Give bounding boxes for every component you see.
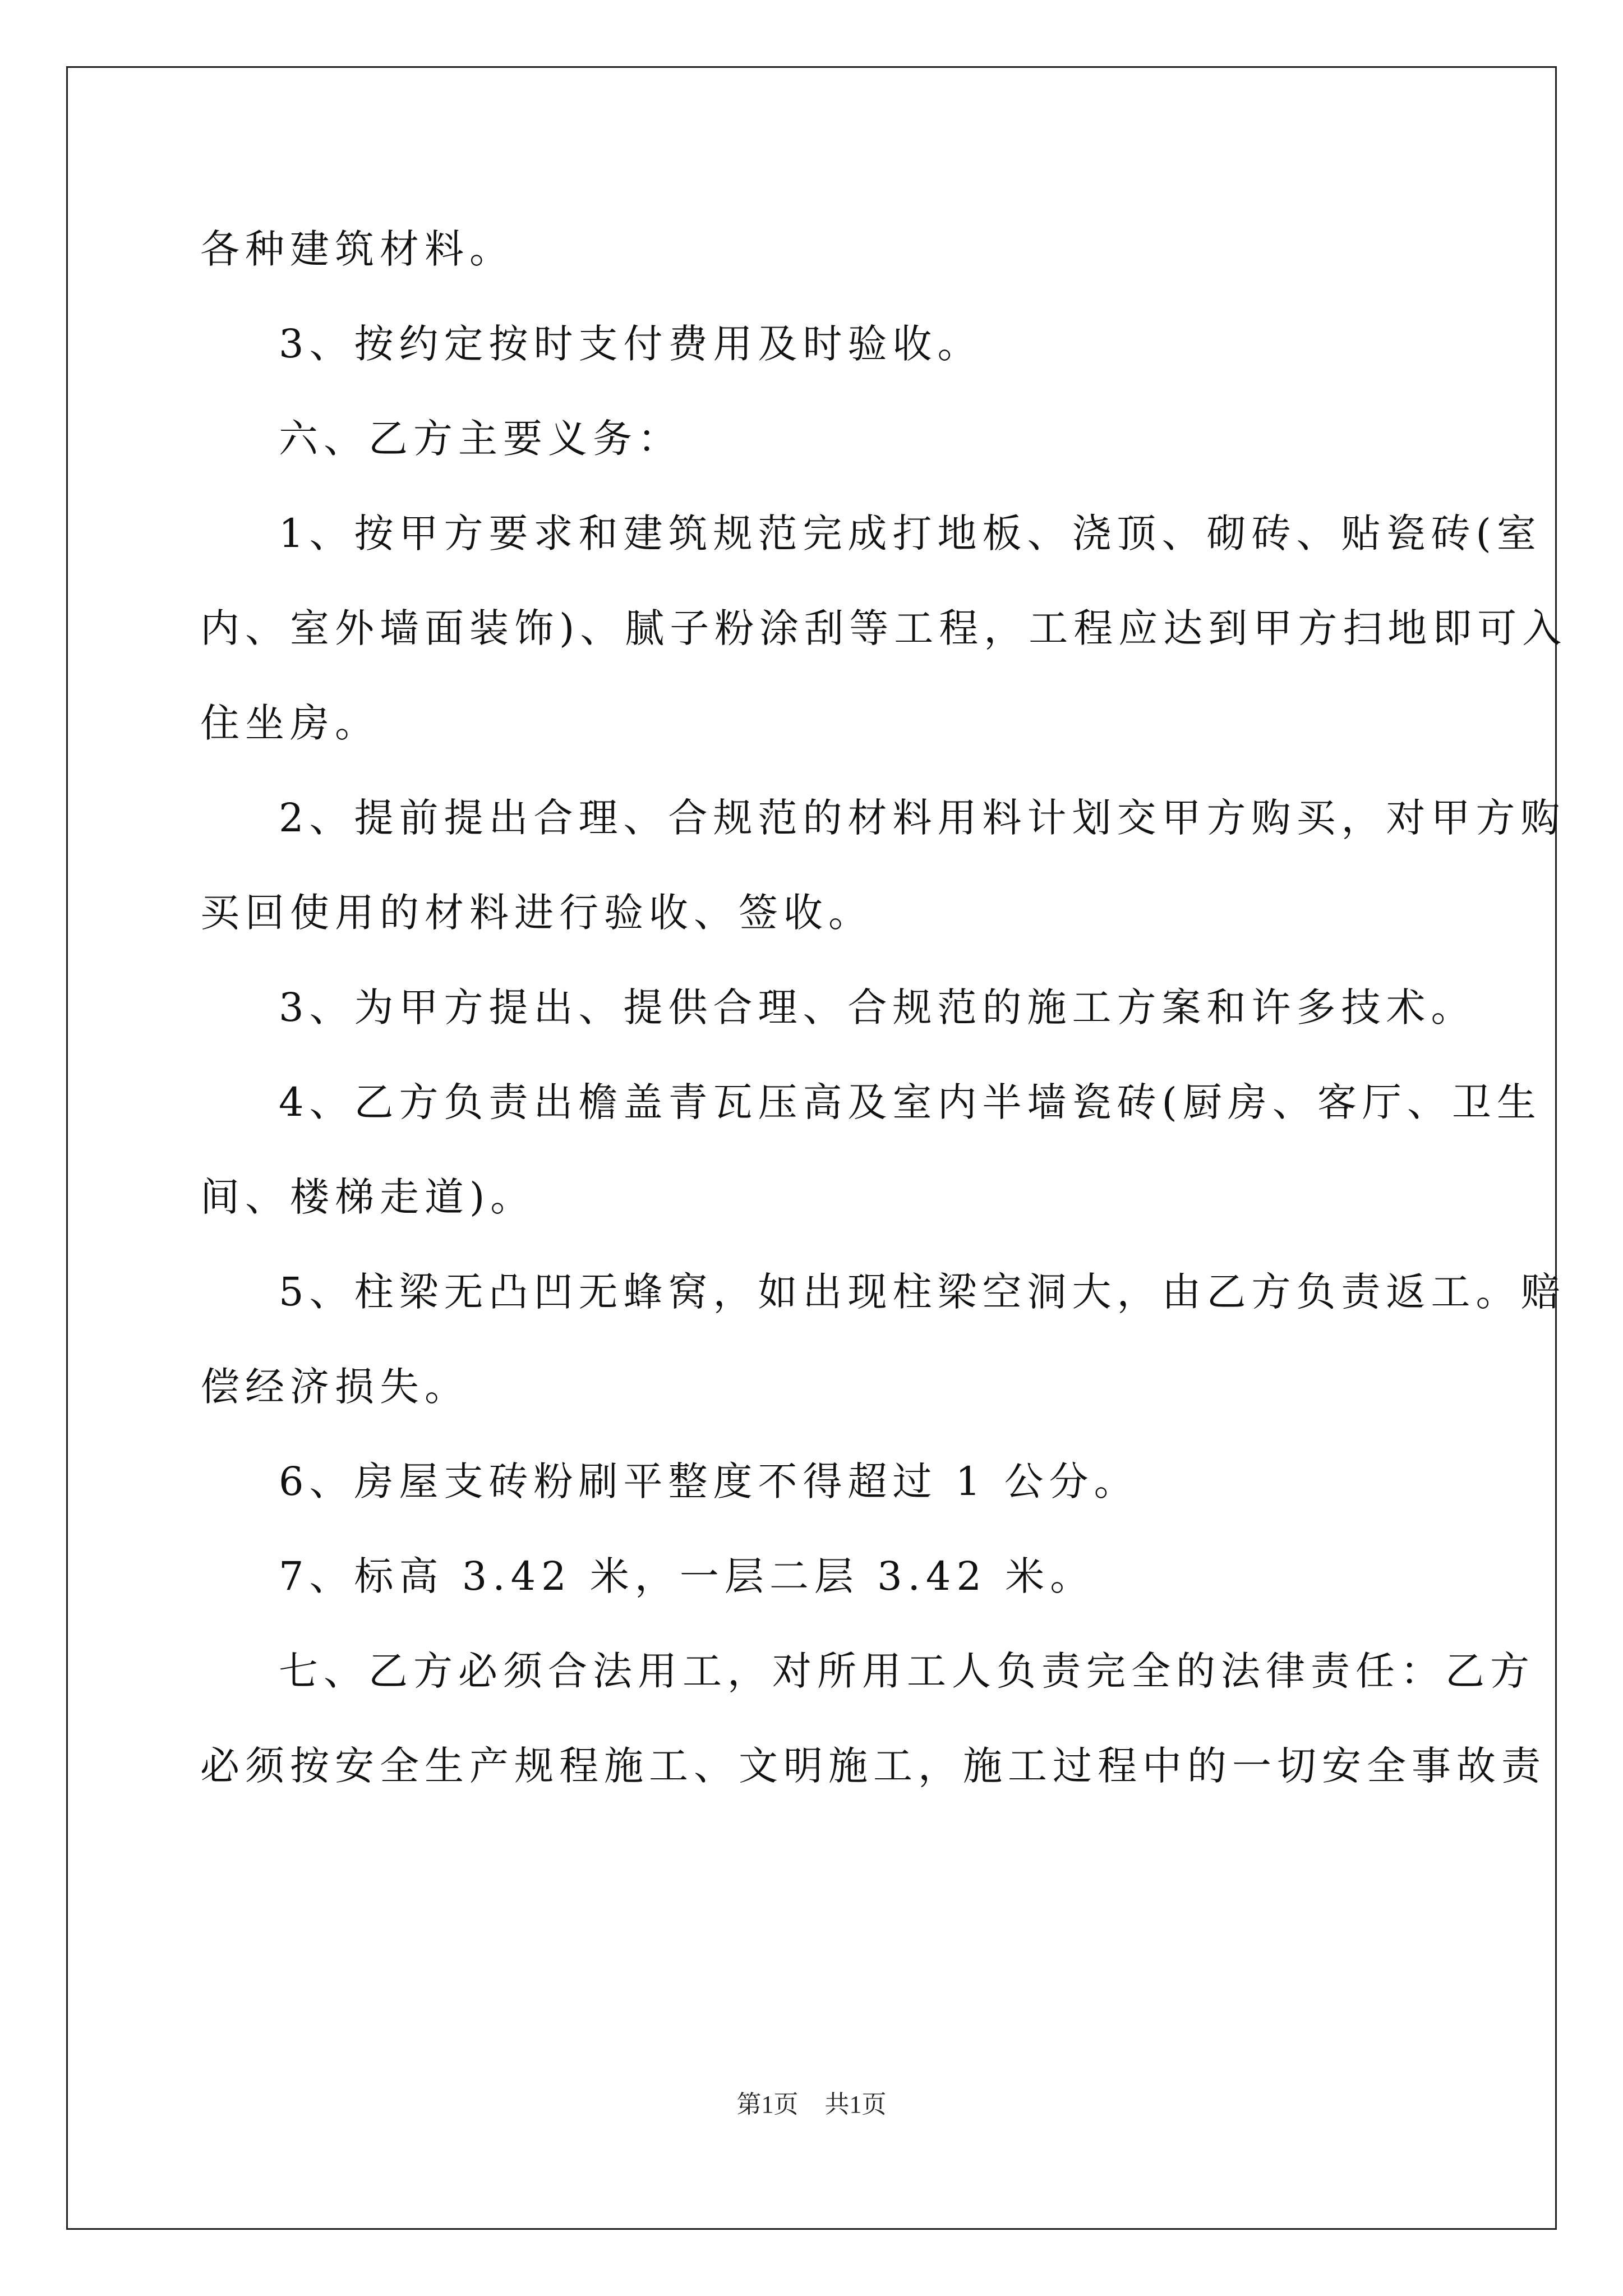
page-footer [0, 2084, 1623, 2120]
paragraph-line: 3、按约定按时支付费用及时验收。 [279, 321, 983, 367]
paragraph-line: 1、按甲方要求和建筑规范完成打地板、浇顶、砌砖、贴瓷砖(室 [279, 510, 1542, 556]
paragraph-line: 必须按安全生产规程施工、文明施工，施工过程中的一切安全事故责 [200, 1743, 1546, 1789]
paragraph-line: 偿经济损失。 [200, 1364, 469, 1410]
paragraph-line: 间、楼梯走道)。 [200, 1174, 536, 1220]
paragraph-line: 买回使用的材料进行验收、签收。 [200, 890, 873, 936]
document-body [200, 202, 1567, 1814]
paragraph-line: 6、房屋支砖粉刷平整度不得超过 1 公分。 [279, 1458, 1139, 1504]
paragraph-line: 5、柱梁无凸凹无蜂窝，如出现柱梁空洞大，由乙方负责返工。赔 [279, 1269, 1566, 1315]
paragraph-line: 4、乙方负责出檐盖青瓦压高及室内半墙瓷砖(厨房、客厅、卫生 [279, 1079, 1542, 1125]
paragraph-line: 六、乙方主要义务： [279, 416, 683, 462]
page-total: 共1页 [824, 2091, 887, 2118]
page-number: 第1页 [736, 2091, 799, 2118]
paragraph-line: 住坐房。 [200, 700, 380, 746]
paragraph-line: 七、乙方必须合法用工，对所用工人负责完全的法律责任：乙方 [279, 1648, 1535, 1694]
paragraph-line: 2、提前提出合理、合规范的材料用料计划交甲方购买，对甲方购 [279, 795, 1566, 841]
paragraph-line: 3、为甲方提出、提供合理、合规范的施工方案和许多技术。 [279, 984, 1476, 1030]
paragraph-line: 各种建筑材料。 [200, 226, 514, 272]
paragraph-line: 7、标高 3.42 米，一层二层 3.42 米。 [279, 1553, 1095, 1599]
paragraph-line: 内、室外墙面装饰)、腻子粉涂刮等工程，工程应达到甲方扫地即可入 [200, 605, 1567, 651]
